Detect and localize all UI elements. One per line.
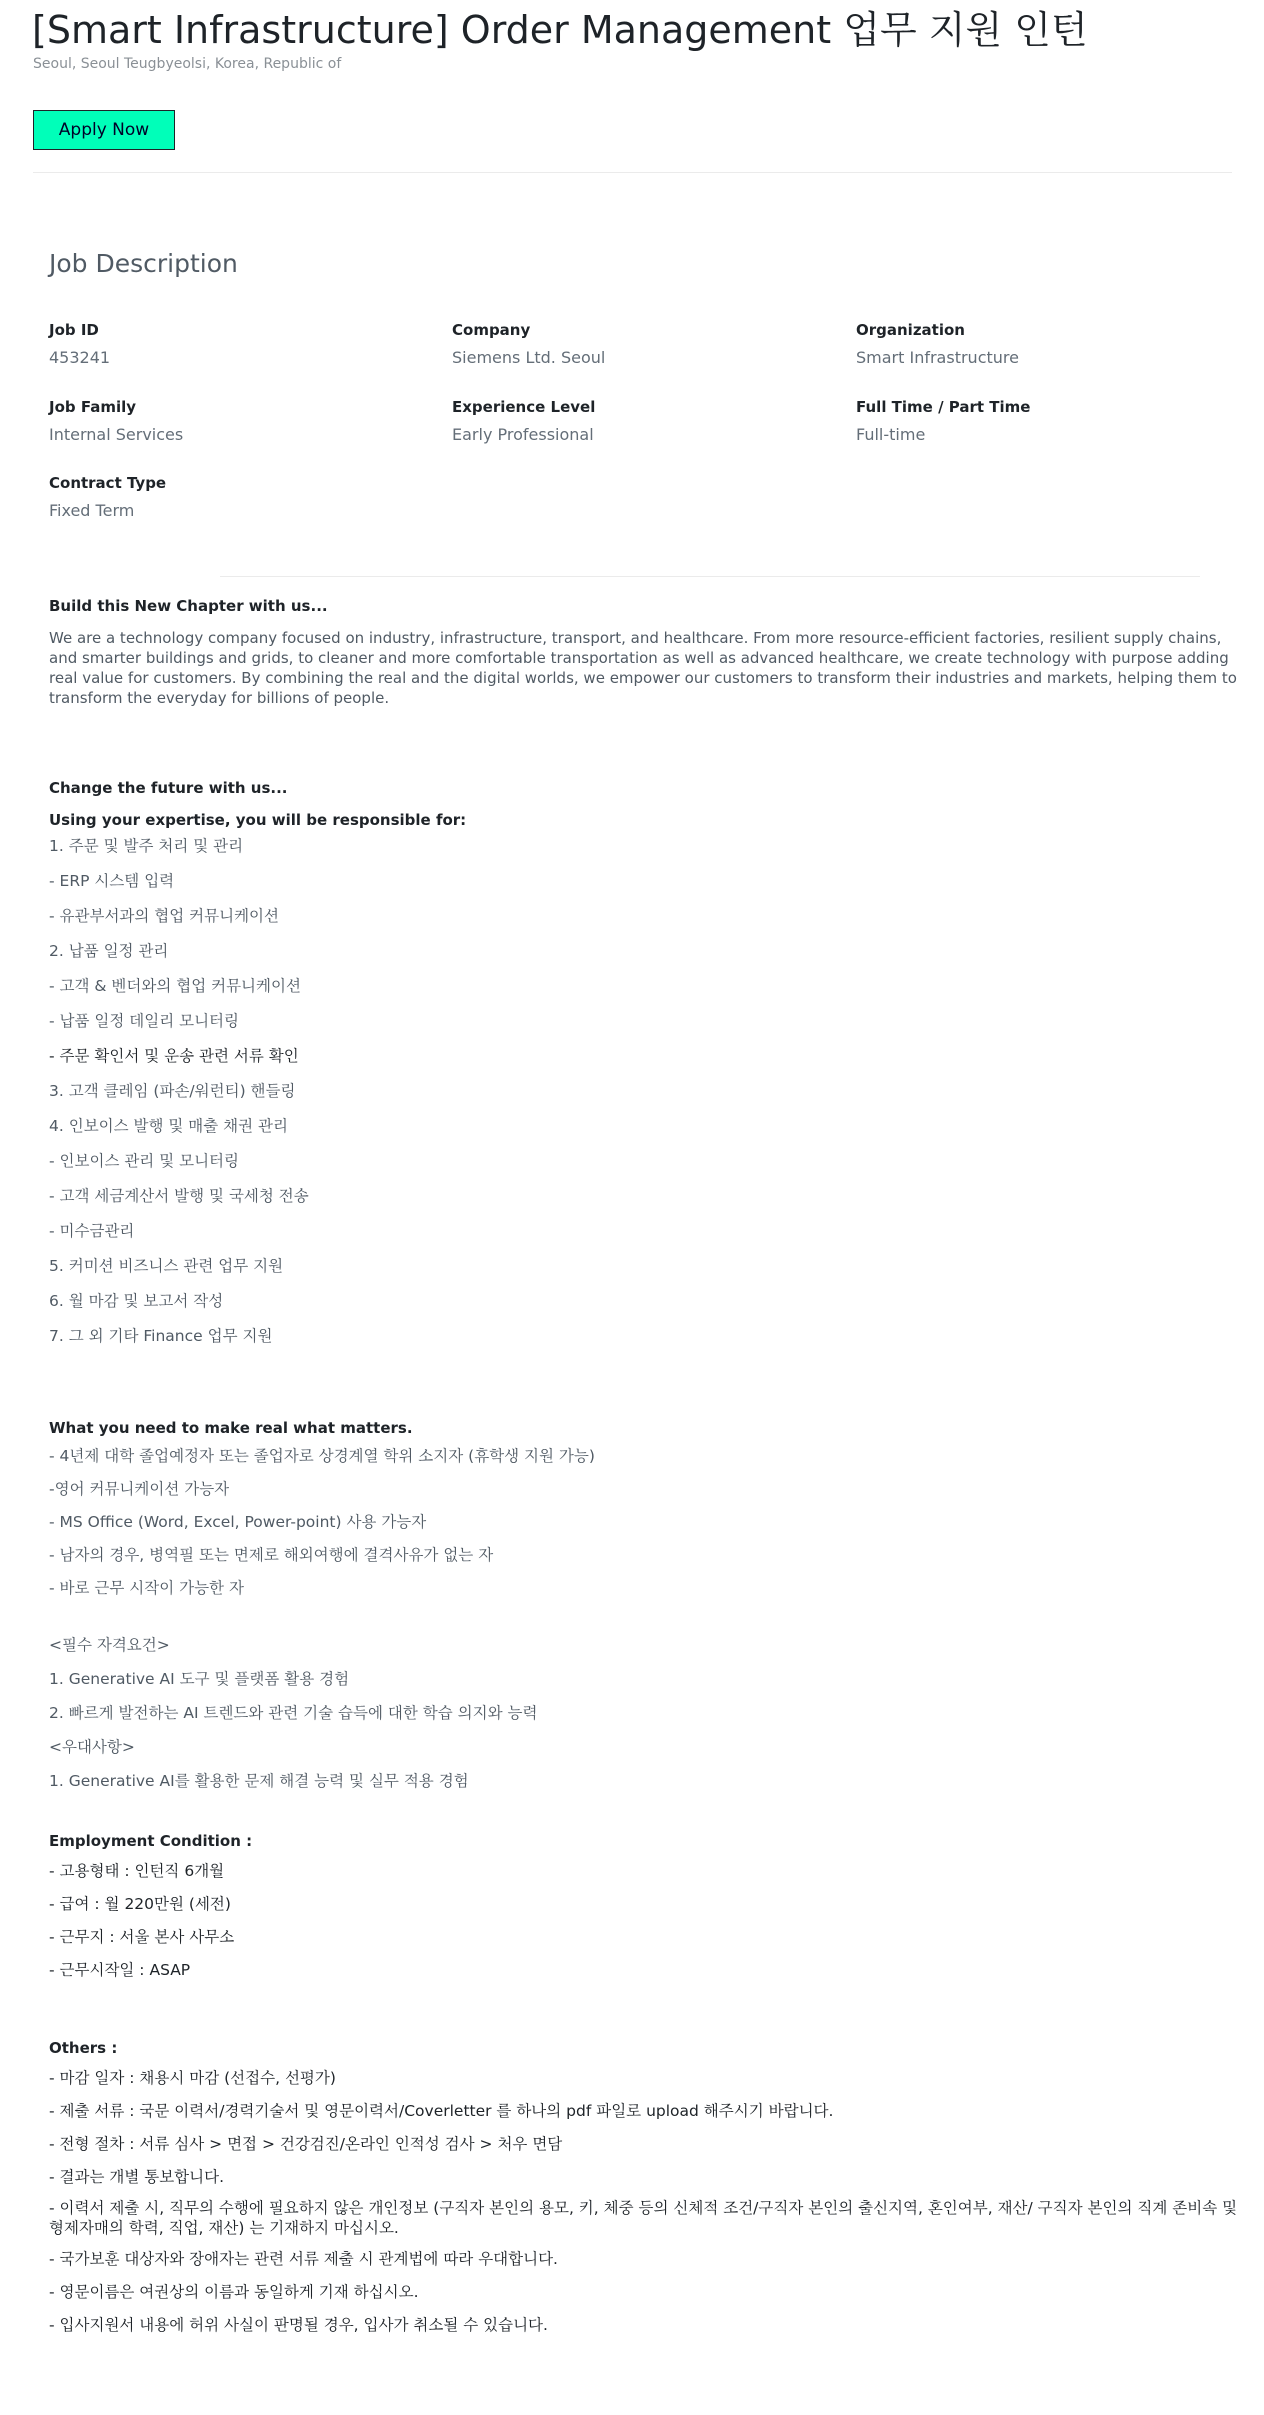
meta-company [452, 320, 605, 368]
meta-value: Smart Infrastructure [856, 348, 1019, 367]
meta-label: Experience Level [452, 398, 596, 416]
job-description-title: Job Description [49, 249, 238, 278]
change-heading: Change the future with us... [49, 779, 288, 797]
meta-label: Contract Type [49, 474, 167, 492]
list-item: - 남자의 경우, 병역필 또는 면제로 해외여행에 결격사유가 없는 자 [49, 1546, 494, 1564]
list-item: - 마감 일자 : 채용시 마감 (선접수, 선평가) [49, 2069, 336, 2087]
list-item: 2. 납품 일정 관리 [49, 942, 169, 960]
requirements-heading: What you need to make real what matters. [49, 1419, 413, 1437]
list-item: - 바로 근무 시작이 가능한 자 [49, 1579, 244, 1597]
list-item: - 고객 & 벤더와의 협업 커뮤니케이션 [49, 977, 301, 995]
meta-value: Siemens Ltd. Seoul [452, 348, 606, 367]
list-item: - 국가보훈 대상자와 장애자는 관련 서류 제출 시 관계법에 따라 우대합니다. [49, 2250, 558, 2268]
list-item: - 입사지원서 내용에 허위 사실이 판명될 경우, 입사가 취소될 수 있습니다. [49, 2316, 548, 2334]
meta-value: Early Professional [452, 425, 594, 444]
meta-contract-type [49, 473, 166, 521]
job-content [49, 596, 1239, 2337]
list-item: - 인보이스 관리 및 모니터링 [49, 1152, 240, 1170]
others-list [49, 2066, 1239, 2337]
meta-label: Job Family [49, 398, 137, 416]
header-divider [33, 172, 1232, 173]
list-item: 1. 주문 및 발주 처리 및 관리 [49, 837, 244, 855]
meta-value: Full-time [856, 425, 926, 444]
list-item: - 전형 절차 : 서류 심사 > 면접 > 건강검진/온라인 인적성 검사 > 처우 면담 [49, 2135, 563, 2153]
list-item: - 결과는 개별 통보합니다. [49, 2168, 225, 2186]
employment-condition-list [49, 1859, 1239, 1982]
list-item: - 급여 : 월 220만원 (세전) [49, 1895, 231, 1913]
responsibilities-list [49, 834, 1239, 1348]
meta-organization [856, 320, 1019, 368]
meta-full-time-part-time [856, 397, 1030, 445]
list-item: - 유관부서과의 협업 커뮤니케이션 [49, 907, 279, 925]
meta-label: Company [452, 321, 531, 339]
section-divider [220, 576, 1200, 577]
meta-job-family [49, 397, 183, 445]
list-item: - 근무지 : 서울 본사 사무소 [49, 1928, 235, 1946]
meta-job-id [49, 320, 110, 368]
responsibilities-subheading: Using your expertise, you will be responsible for: [49, 811, 467, 829]
list-item: 1. Generative AI를 활용한 문제 해결 능력 및 실무 적용 경험 [49, 1772, 469, 1790]
list-item: - 영문이름은 여권상의 이름과 동일하게 기재 하십시오. [49, 2283, 419, 2301]
others-heading: Others : [49, 2039, 118, 2057]
meta-value: Fixed Term [49, 501, 135, 520]
list-item: -영어 커뮤니케이션 가능자 [49, 1480, 230, 1498]
job-location: Seoul, Seoul Teugbyeolsi, Korea, Republic of [33, 56, 342, 72]
list-item: - 제출 서류 : 국문 이력서/경력기술서 및 영문이력서/Coverletter 를 하나의 pdf 파일로 upload 해주시기 바랍니다. [49, 2102, 834, 2120]
list-item: - 미수금관리 [49, 1222, 135, 1240]
list-item: - 납품 일정 데일리 모니터링 [49, 1012, 240, 1030]
list-item: 6. 월 마감 및 보고서 작성 [49, 1292, 224, 1310]
list-item: 2. 빠르게 발전하는 AI 트렌드와 관련 기술 습득에 대한 학습 의지와 능력 [49, 1704, 538, 1722]
preferred-qualifications-heading: <우대사항> [49, 1738, 135, 1756]
meta-experience-level [452, 397, 595, 445]
employment-condition-heading: Employment Condition : [49, 1832, 253, 1850]
meta-label: Organization [856, 321, 965, 339]
list-item: 5. 커미션 비즈니스 관련 업무 지원 [49, 1257, 284, 1275]
job-title: [Smart Infrastructure] Order Management 업무 지원 인턴 [32, 8, 1088, 52]
company-intro: We are a technology company focused on industry, infrastructure, transport, and healthcare. From more resource-efficient factories, resilient supply chains, and smarter buildings and grids, to cleaner and more comfortable transportation as well as advanced healthcare, we create technology with purpose adding real value for customers. By combining the real and the digital worlds, we empower our customers to transform their industries and markets, helping them to transform the everyday for billions of people. [49, 629, 1237, 707]
required-qualifications-heading: <필수 자격요건> [49, 1636, 170, 1654]
meta-label: Job ID [49, 321, 99, 339]
build-heading: Build this New Chapter with us... [49, 597, 328, 615]
list-item: - 고객 세금계산서 발행 및 국세청 전송 [49, 1187, 309, 1205]
list-item: 3. 고객 클레임 (파손/워런티) 핸들링 [49, 1082, 296, 1100]
list-item: - 이력서 제출 시, 직무의 수행에 필요하지 않은 개인정보 (구직자 본인의 용모, 키, 체중 등의 신체적 조건/구직자 본인의 출신지역, 혼인여부, 재산/ 구직자 본인의 직계 존비속 및 형제자매의 학력, 직업, 재산) 는 기재하지 마십시오. [49, 2199, 1238, 2237]
list-item: 1. Generative AI 도구 및 플랫폼 활용 경험 [49, 1670, 350, 1688]
list-item: 7. 그 외 기타 Finance 업무 지원 [49, 1327, 273, 1345]
meta-label: Full Time / Part Time [856, 398, 1031, 416]
meta-value: Internal Services [49, 425, 184, 444]
list-item: - 주문 확인서 및 운송 관련 서류 확인 [49, 1047, 299, 1065]
list-item: - ERP 시스템 입력 [49, 872, 175, 890]
list-item: - 근무시작일 : ASAP [49, 1961, 191, 1979]
list-item: - 4년제 대학 졸업예정자 또는 졸업자로 상경계열 학위 소지자 (휴학생 지원 가능) [49, 1447, 595, 1465]
list-item: 4. 인보이스 발행 및 매출 채권 관리 [49, 1117, 289, 1135]
meta-value: 453241 [49, 348, 111, 367]
list-item: - 고용형태 : 인턴직 6개월 [49, 1862, 225, 1880]
apply-now-button[interactable]: Apply Now [33, 110, 175, 150]
list-item: - MS Office (Word, Excel, Power-point) 사용 가능자 [49, 1513, 427, 1531]
requirements-list [49, 1444, 1239, 1600]
